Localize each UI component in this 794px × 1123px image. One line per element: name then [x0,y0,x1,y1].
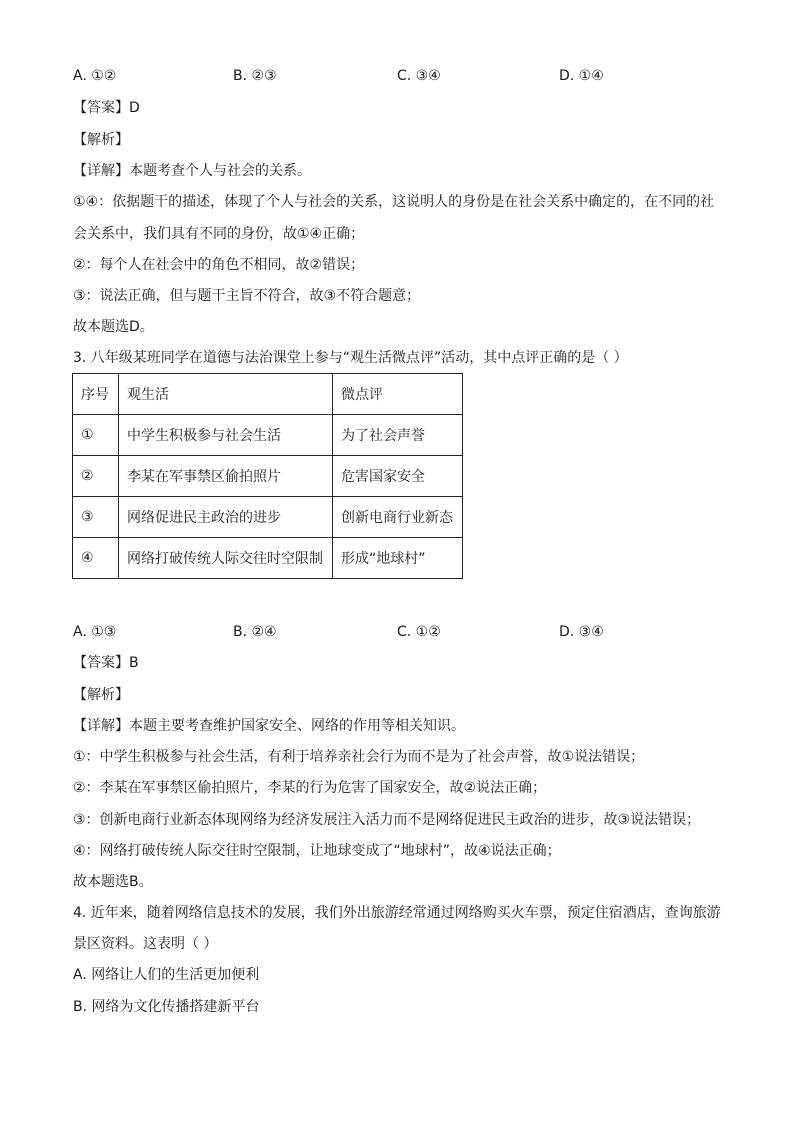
q2-option-a[interactable]: A. ①② [73,68,117,84]
q3-explain-line-4: ④：网络打破传统人际交往时空限制，让地球变成了“地球村”，故④说法正确； [73,843,561,859]
q3-explain-line-2: ②：李某在军事禁区偷拍照片，李某的行为危害了国家安全，故②说法正确； [73,780,547,796]
table-cell: 李某在军事禁区偷拍照片 [119,456,333,497]
q2-detail: 【详解】本题考查个人与社会的关系。 [73,163,311,179]
q2-option-b[interactable]: B. ②③ [233,68,277,84]
q3-option-a[interactable]: A. ①③ [73,624,117,640]
table-cell: 网络打破传统人际交往时空限制 [119,538,333,579]
q2-options [73,66,673,86]
table-cell: ③ [73,497,119,538]
q3-conclusion: 故本题选B。 [73,874,153,890]
table-cell: ② [73,456,119,497]
q3-option-c[interactable]: C. ①② [397,624,441,640]
q2-explain-line-3: ②：每个人在社会中的角色不相同，故②错误； [73,257,365,273]
q3-option-d[interactable]: D. ③④ [559,624,604,640]
table-header-cell: 观生活 [119,374,333,415]
q3-table [72,373,463,579]
q2-conclusion: 故本题选D。 [73,319,154,335]
q2-option-d[interactable]: D. ①④ [559,68,604,84]
table-cell: 为了社会声誉 [333,415,463,456]
q2-explain-line-2: 会关系中，我们具有不同的身份，故①④正确； [73,226,365,242]
q2-explain-line-4: ③：说法正确，但与题干主旨不符合，故③不符合题意； [73,288,421,304]
table-row [73,415,463,456]
table-header-cell: 微点评 [333,374,463,415]
q2-option-c[interactable]: C. ③④ [397,68,441,84]
q3-explain-line-1: ①：中学生积极参与社会生活，有利于培养亲社会行为而不是为了社会声誉，故①说法错误； [73,749,645,765]
table-row [73,538,463,579]
table-row [73,456,463,497]
q3-stem: 3. 八年级某班同学在道德与法治课堂上参与“观生活微点评”活动，其中点评正确的是（ ） [73,350,628,366]
q4-option-a[interactable]: A. 网络让人们的生活更加便利 [73,967,260,983]
q2-analysis-label: 【解析】 [73,132,129,148]
table-cell: ④ [73,538,119,579]
table-cell: 危害国家安全 [333,456,463,497]
q3-option-b[interactable]: B. ②④ [233,624,277,640]
q4-option-b[interactable]: B. 网络为文化传播搭建新平台 [73,999,260,1015]
q3-detail: 【详解】本题主要考查维护国家安全、网络的作用等相关知识。 [73,718,465,734]
q2-answer: 【答案】D [73,100,140,116]
table-cell: ① [73,415,119,456]
q2-explain-line-1: ①④：依据题干的描述，体现了个人与社会的关系，这说明人的身份是在社会关系中确定的，在不同的社 [73,194,715,210]
table-cell: 网络促进民主政治的进步 [119,497,333,538]
table-header-row [73,374,463,415]
table-header-cell: 序号 [73,374,119,415]
q3-answer: 【答案】B [73,655,139,671]
q3-options [73,622,673,642]
table-cell: 形成“地球村” [333,538,463,579]
q4-stem-line-2: 景区资料。这表明（ ） [73,936,218,952]
q3-analysis-label: 【解析】 [73,687,129,703]
table-cell: 中学生积极参与社会生活 [119,415,333,456]
q3-explain-line-3: ③：创新电商行业新态体现网络为经济发展注入活力而不是网络促进民主政治的进步，故③说法错误； [73,812,701,828]
q4-stem-line-1: 4. 近年来，随着网络信息技术的发展，我们外出旅游经常通过网络购买火车票，预定住宿酒店，查询旅游 [73,905,721,921]
table-cell: 创新电商行业新态 [333,497,463,538]
table-row [73,497,463,538]
